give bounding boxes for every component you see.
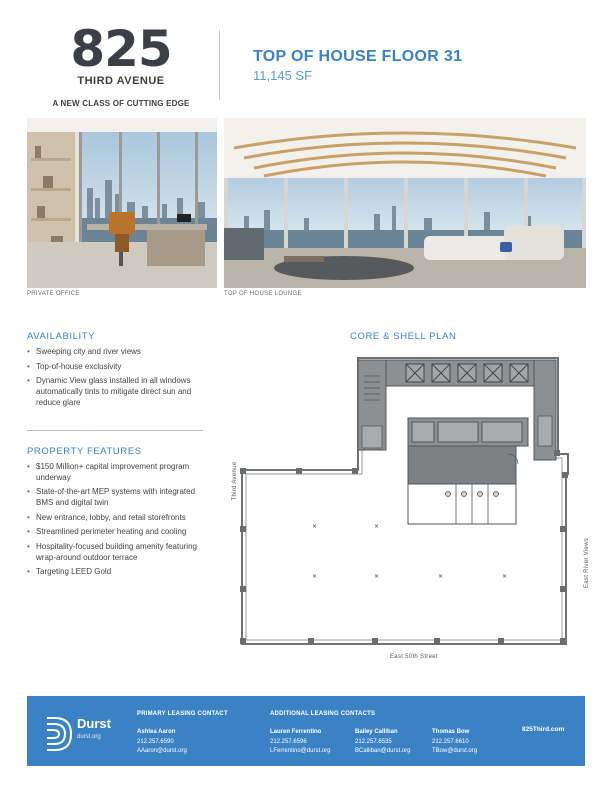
list-item: • $150 Million+ capital improvement program underway [27, 462, 207, 484]
office-caption: PRIVATE OFFICE [27, 291, 80, 297]
primary-contact-heading: PRIMARY LEASING CONTACT [137, 711, 228, 717]
contact-name: Ashlea Aaron [137, 729, 176, 735]
contact-card [137, 728, 187, 757]
contact-email[interactable]: LFerrentino@durst.org [270, 748, 331, 754]
svg-text:×: × [374, 523, 380, 530]
list-item: • New entrance, lobby, and retail storefronts [27, 513, 207, 524]
contact-phone[interactable]: 212.257.6535 [355, 738, 392, 745]
contact-email[interactable]: TBow@durst.org [432, 748, 478, 754]
contact-card [355, 728, 410, 757]
contact-card [432, 728, 477, 757]
building-logo [30, 20, 212, 108]
availability-heading: AVAILABILITY [27, 331, 96, 342]
list-item: • State-of-the-art MEP systems with integrated BMS and digital twin [27, 487, 207, 509]
svg-text:×: × [312, 573, 318, 580]
contact-name: Lauren Ferrentino [270, 729, 322, 735]
floor-plan [228, 346, 598, 666]
features-list [27, 462, 207, 582]
logo-tagline: A NEW CLASS OF CUTTING EDGE [52, 99, 190, 108]
website-link[interactable]: 825Third.com [522, 726, 565, 733]
plan-heading: CORE & SHELL PLAN [350, 331, 457, 342]
logo-number: 825 [70, 20, 172, 78]
page-title: TOP OF HOUSE FLOOR 31 [253, 48, 463, 65]
list-item: • Targeting LEED Gold [27, 567, 207, 578]
svg-text:×: × [374, 573, 380, 580]
contact-email[interactable]: BCalliban@durst.org [355, 748, 411, 754]
svg-text:×: × [438, 573, 444, 580]
contact-email[interactable]: AAaron@durst.org [137, 748, 187, 754]
east-50th-street-label: East 50th Street [390, 654, 438, 660]
list-item: • Top-of-house exclusivity [27, 362, 207, 373]
contact-phone[interactable]: 212.257.6596 [270, 738, 307, 745]
lounge-caption: TOP OF HOUSE LOUNGE [224, 291, 302, 297]
contact-card [270, 728, 330, 757]
svg-text:×: × [312, 523, 318, 530]
logo-street: THIRD AVENUE [77, 75, 165, 87]
contact-phone[interactable]: 212.257.6590 [137, 738, 174, 745]
contact-name: Thomas Bow [432, 729, 470, 735]
additional-contacts-heading: ADDITIONAL LEASING CONTACTS [270, 711, 376, 717]
top-of-house-lounge-photo [224, 118, 586, 288]
contact-footer [27, 696, 585, 766]
property-features-heading: PROPERTY FEATURES [27, 446, 142, 457]
list-item: • Streamlined perimeter heating and cooling [27, 527, 207, 538]
durst-url[interactable]: durst.org [77, 734, 101, 740]
private-office-photo [27, 118, 217, 288]
header-divider [219, 30, 220, 100]
list-item: • Hospitality-focused building amenity featuring wrap-around outdoor terrace [27, 542, 207, 564]
availability-list [27, 347, 207, 412]
contact-name: Bailey Calliban [355, 729, 398, 735]
durst-brand-name: Durst [77, 716, 111, 731]
contact-phone[interactable]: 212.257.6610 [432, 738, 469, 745]
list-item: • Sweeping city and river views [27, 347, 207, 358]
third-avenue-label: Third Avenue [232, 461, 238, 501]
list-item: • Dynamic View glass installed in all windows automatically tints to mitigate direct sun and reduce glare [27, 376, 207, 408]
svg-text:×: × [502, 573, 508, 580]
section-divider [27, 430, 203, 431]
floor-size: 11,145 SF [253, 68, 313, 83]
east-river-views-label: East River Views [584, 537, 590, 589]
